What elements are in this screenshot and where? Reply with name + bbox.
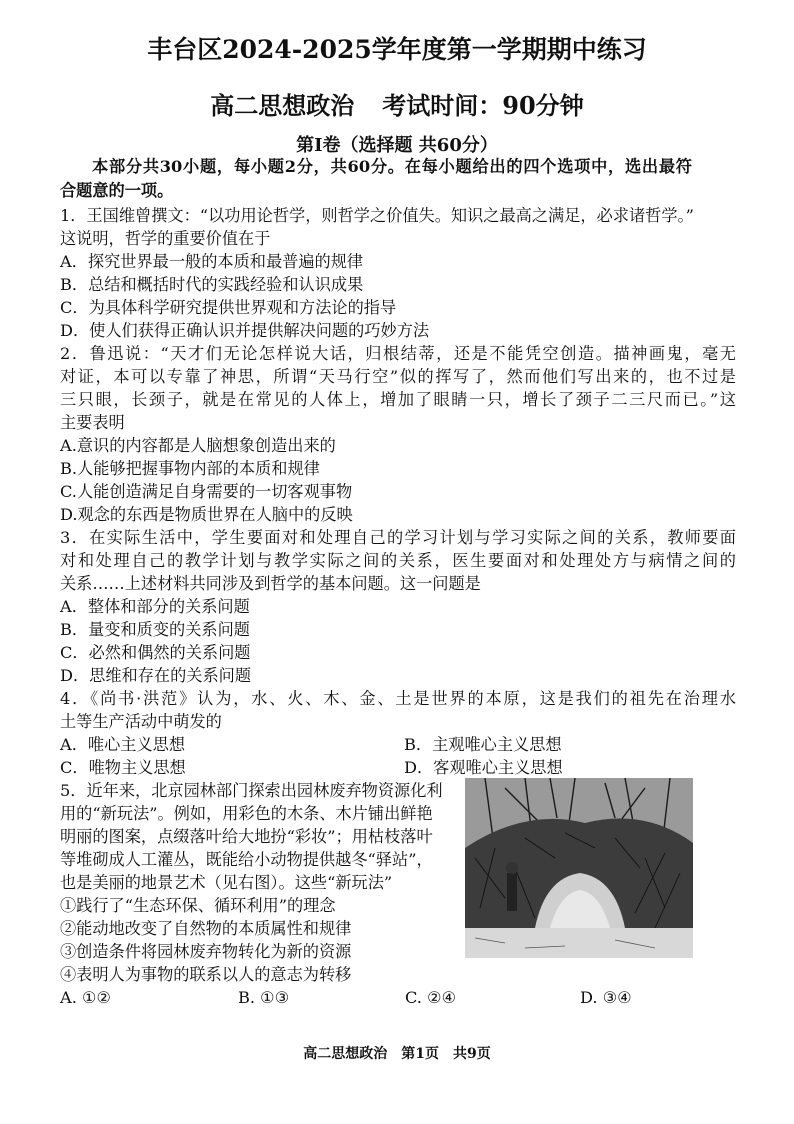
option-c: C．必然和偶然的关系问题 bbox=[60, 643, 251, 662]
question-stem: 主要表明 bbox=[60, 413, 125, 432]
option-a: A．探究世界最一般的本质和最普遍的规律 bbox=[60, 252, 364, 271]
option-c: C．唯物主义思想 bbox=[60, 758, 186, 777]
option-c: C．为具体科学研究提供世界观和方法论的指导 bbox=[60, 298, 397, 317]
land-art-photo bbox=[465, 778, 693, 958]
subject-line bbox=[0, 86, 794, 121]
question-stem: 也是美丽的地景艺术（见右图）。这些“新玩法” bbox=[60, 873, 393, 892]
option-a: A. ①② bbox=[60, 988, 112, 1007]
option-b: B．量变和质变的关系问题 bbox=[60, 620, 250, 639]
option-c: C.人能创造满足自身需要的一切客观事物 bbox=[60, 482, 353, 501]
exam-time: 考试时间：90分钟 bbox=[382, 91, 584, 120]
question-stem: 明丽的图案，点缀落叶给大地扮“彩妆”；用枯枝落叶 bbox=[60, 827, 433, 846]
question-stem: 对证，本可以专靠了神思，所谓“天马行空”似的挥写了，然而他们写出来的，也不过是 bbox=[60, 367, 736, 386]
statement-4: ④表明人为事物的联系以人的意志为转移 bbox=[60, 965, 352, 984]
question-stem: 等堆砌成人工灌丛，既能给小动物提供越冬“驿站”， bbox=[60, 850, 433, 869]
question-stem: 这说明，哲学的重要价值在于 bbox=[60, 229, 271, 248]
option-b: B.人能够把握事物内部的本质和规律 bbox=[60, 459, 320, 478]
question-stem: 4．《尚书·洪范》认为，水、火、木、金、土是世界的本原，这是我们的祖先在治理水 bbox=[60, 689, 736, 708]
question-stem: 对和处理自己的教学计划与教学实际之间的关系，医生要面对和处理处方与病情之间的 bbox=[60, 551, 736, 570]
question-stem: 土等生产活动中萌发的 bbox=[60, 712, 222, 731]
subject-name: 高二思想政治 bbox=[210, 91, 355, 120]
option-a: A．整体和部分的关系问题 bbox=[60, 597, 250, 616]
option-d: D．思维和存在的关系问题 bbox=[60, 666, 252, 685]
question-stem: 5．近年来，北京园林部门探索出园林废弃物资源化利 bbox=[60, 781, 443, 800]
statement-3: ③创造条件将园林废弃物转化为新的资源 bbox=[60, 942, 352, 961]
statement-1: ①践行了“生态环保、循环利用”的理念 bbox=[60, 896, 336, 915]
option-b: B．总结和概括时代的实践经验和认识成果 bbox=[60, 275, 364, 294]
question-stem: 用的“新玩法”。例如，用彩色的木条、木片铺出鲜艳 bbox=[60, 804, 433, 823]
page-footer: 高二思想政治 第1页 共9页 bbox=[303, 1046, 491, 1062]
option-c: C. ②④ bbox=[405, 988, 457, 1007]
exam-title: 丰台区2024-2025学年度第一学期期中练习 bbox=[147, 35, 647, 64]
option-d: D．使人们获得正确认识并提供解决问题的巧妙方法 bbox=[60, 321, 430, 340]
question-stem: 三只眼，长颈子，就是在常见的人体上，增加了眼睛一只，增长了颈子二三尺而已。”这 bbox=[60, 390, 736, 409]
question-stem: 3．在实际生活中，学生要面对和处理自己的学习计划与学习实际之间的关系，教师要面 bbox=[60, 528, 736, 547]
option-a: A.意识的内容都是人脑想象创造出来的 bbox=[60, 436, 336, 455]
option-d: D.观念的东西是物质世界在人脑中的反映 bbox=[60, 505, 353, 524]
option-d: D．客观唯心主义思想 bbox=[404, 758, 563, 777]
question-stem: 关系……上述材料共同涉及到哲学的基本问题。这一问题是 bbox=[60, 574, 481, 593]
question-stem: 1．王国维曾撰文：“以功用论哲学，则哲学之价值失。知识之最高之满足，必求诸哲学。” bbox=[60, 206, 694, 225]
question-stem: 2．鲁迅说：“天才们无论怎样说大话，归根结蒂，还是不能凭空创造。描神画鬼，毫无 bbox=[60, 344, 736, 363]
option-b: B. ①③ bbox=[238, 988, 290, 1007]
instructions-line: 本部分共30小题，每小题2分，共60分。在每小题给出的四个选项中，选出最符 bbox=[92, 157, 692, 176]
section-heading: 第Ⅰ卷（选择题 共60分） bbox=[296, 135, 498, 156]
option-b: B．主观唯心主义思想 bbox=[404, 735, 562, 754]
option-d: D. ③④ bbox=[580, 988, 632, 1007]
statement-2: ②能动地改变了自然物的本质属性和规律 bbox=[60, 919, 352, 938]
instructions-line: 合题意的一项。 bbox=[60, 181, 174, 200]
option-a: A．唯心主义思想 bbox=[60, 735, 186, 754]
